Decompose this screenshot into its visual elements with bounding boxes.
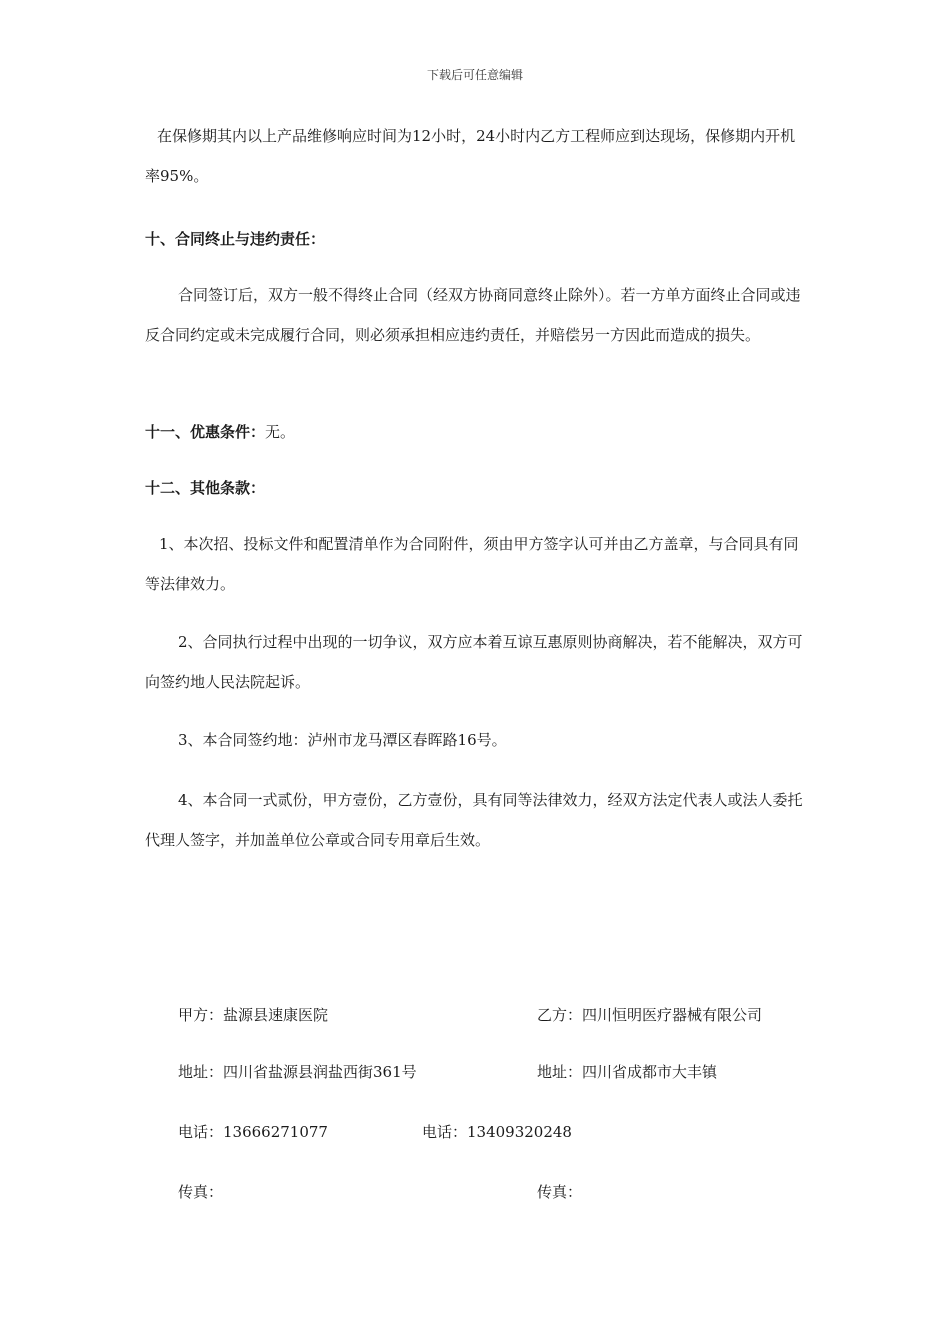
section-11-heading: 十一、优惠条件： [145, 423, 266, 441]
party-a-address: 地址：四川省盐源县润盐西街361号 [178, 1063, 417, 1081]
clause-4: 4、本合同一式贰份，甲方壹份，乙方壹份，具有同等法律效力，经双方法定代表人或法人委托代理人签字，并加盖单位公章或合同专用章后生效。 [145, 791, 803, 849]
clause-2: 2、合同执行过程中出现的一切争议，双方应本着互谅互惠原则协商解决，若不能解决，双方可向签约地人民法院起诉。 [145, 633, 803, 691]
party-a-name: 甲方：盐源县速康医院 [178, 1006, 329, 1024]
party-a-fax: 传真： [178, 1183, 224, 1201]
page-header: 下载后可任意编辑 [426, 68, 523, 82]
party-b-name: 乙方：四川恒明医疗器械有限公司 [537, 1006, 763, 1024]
section-10-paragraph: 合同签订后，双方一般不得终止合同（经双方协商同意终止除外）。若一方单方面终止合同或违反合同约定或未完成履行合同，则必须承担相应违约责任，并赔偿另一方因此而造成的损失。 [145, 286, 801, 344]
party-a-phone: 电话：13666271077 [178, 1123, 328, 1141]
clause-3: 3、本合同签约地：泸州市龙马潭区春晖路16号。 [178, 731, 507, 749]
party-b-fax: 传真： [537, 1183, 583, 1201]
clause-1: 1、本次招、投标文件和配置清单作为合同附件，须由甲方签字认可并由乙方盖章，与合同具有同等法律效力。 [145, 535, 799, 593]
party-b-address: 地址：四川省成都市大丰镇 [537, 1063, 718, 1081]
section-11-heading-row [145, 421, 295, 443]
warranty-paragraph: 在保修期其内以上产品维修响应时间为12小时，24小时内乙方工程师应到达现场，保修期内开机率95%。 [145, 127, 796, 185]
section-12-heading: 十二、其他条款： [145, 479, 266, 497]
section-11-value: 无。 [265, 423, 296, 441]
party-b-phone: 电话：13409320248 [422, 1123, 572, 1141]
section-10-heading: 十、合同终止与违约责任： [145, 230, 326, 248]
